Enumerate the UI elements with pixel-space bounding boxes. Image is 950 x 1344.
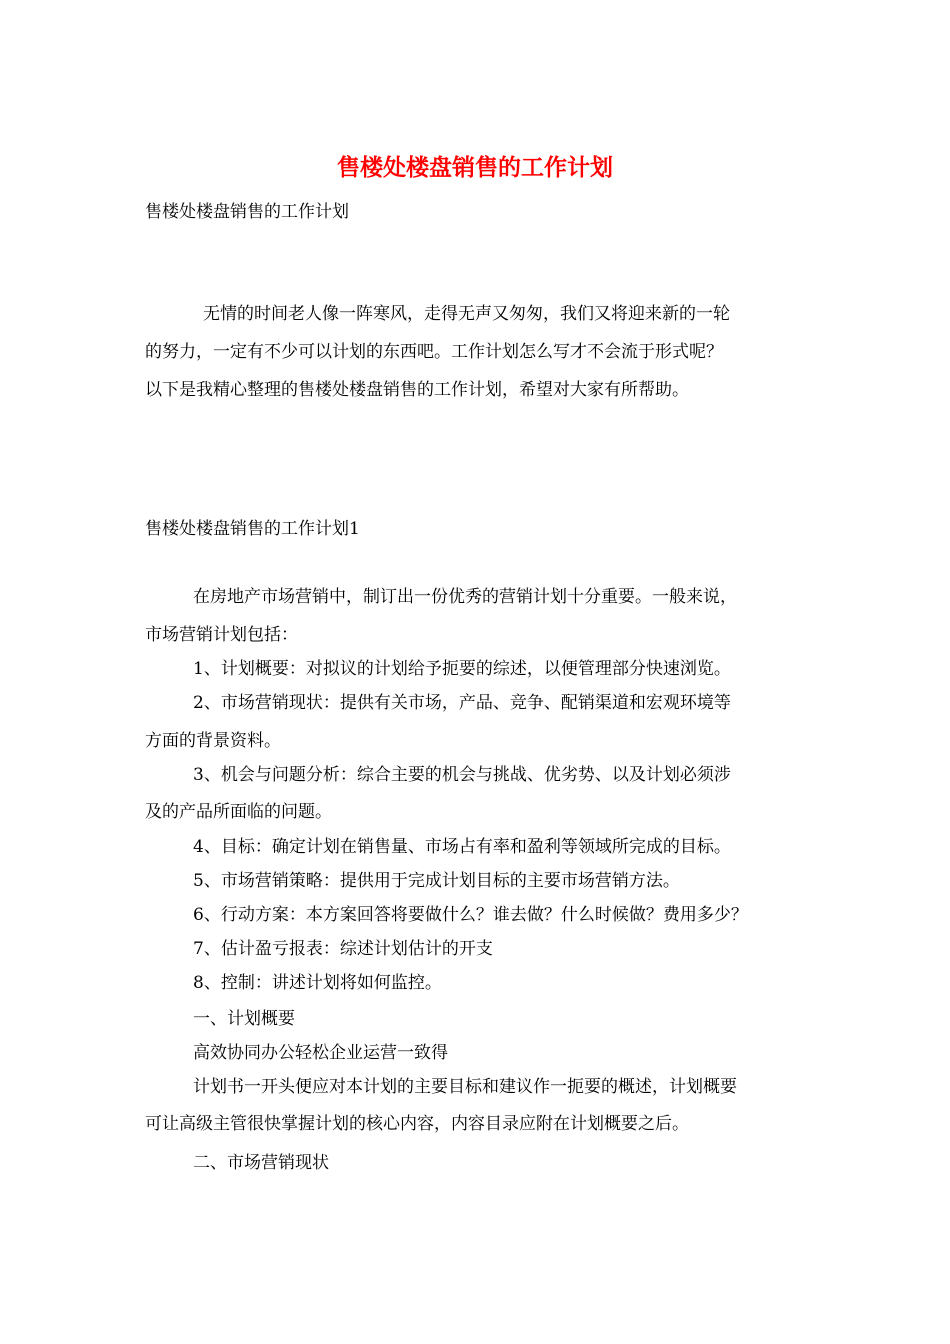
section-heading: 售楼处楼盘销售的工作计划1 (145, 519, 360, 539)
intro-line: 以下是我精心整理的售楼处楼盘销售的工作计划，希望对大家有所帮助。 (145, 380, 689, 400)
list-item-continued: 及的产品所面临的问题。 (145, 802, 332, 822)
paragraph-line: 计划书一开头便应对本计划的主要目标和建议作一扼要的概述，计划概要 (193, 1077, 737, 1097)
list-item: 7、估计盈亏报表：综述计划估计的开支 (193, 939, 493, 959)
paragraph-line: 高效协同办公轻松企业运营一致得 (193, 1043, 448, 1063)
intro-line: 的努力，一定有不少可以计划的东西吧。工作计划怎么写才不会流于形式呢？ (145, 342, 723, 362)
list-item-continued: 方面的背景资料。 (145, 731, 281, 751)
list-item: 1、计划概要：对拟议的计划给予扼要的综述，以便管理部分快速浏览。 (193, 659, 731, 679)
document-title: 售楼处楼盘销售的工作计划 (337, 154, 613, 181)
section-heading: 一、计划概要 (193, 1009, 295, 1029)
paragraph-line: 在房地产市场营销中，制订出一份优秀的营销计划十分重要。一般来说， (193, 587, 737, 607)
paragraph-line: 可让高级主管很快掌握计划的核心内容，内容目录应附在计划概要之后。 (145, 1114, 689, 1134)
list-item: 3、机会与问题分析：综合主要的机会与挑战、优劣势、以及计划必须涉 (193, 765, 731, 785)
list-item: 4、目标：确定计划在销售量、市场占有率和盈利等领域所完成的目标。 (193, 837, 731, 857)
list-item: 8、控制：讲述计划将如何监控。 (193, 973, 442, 993)
intro-line: 无情的时间老人像一阵寒风，走得无声又匆匆，我们又将迎来新的一轮 (203, 304, 730, 324)
list-item: 6、行动方案：本方案回答将要做什么？谁去做？什么时候做？费用多少？ (193, 905, 748, 925)
document-subtitle: 售楼处楼盘销售的工作计划 (145, 202, 349, 222)
list-item: 5、市场营销策略：提供用于完成计划目标的主要市场营销方法。 (193, 871, 680, 891)
section-heading: 二、市场营销现状 (193, 1153, 329, 1173)
list-item: 2、市场营销现状：提供有关市场，产品、竞争、配销渠道和宏观环境等 (193, 693, 731, 713)
paragraph-line: 市场营销计划包括： (145, 625, 298, 645)
